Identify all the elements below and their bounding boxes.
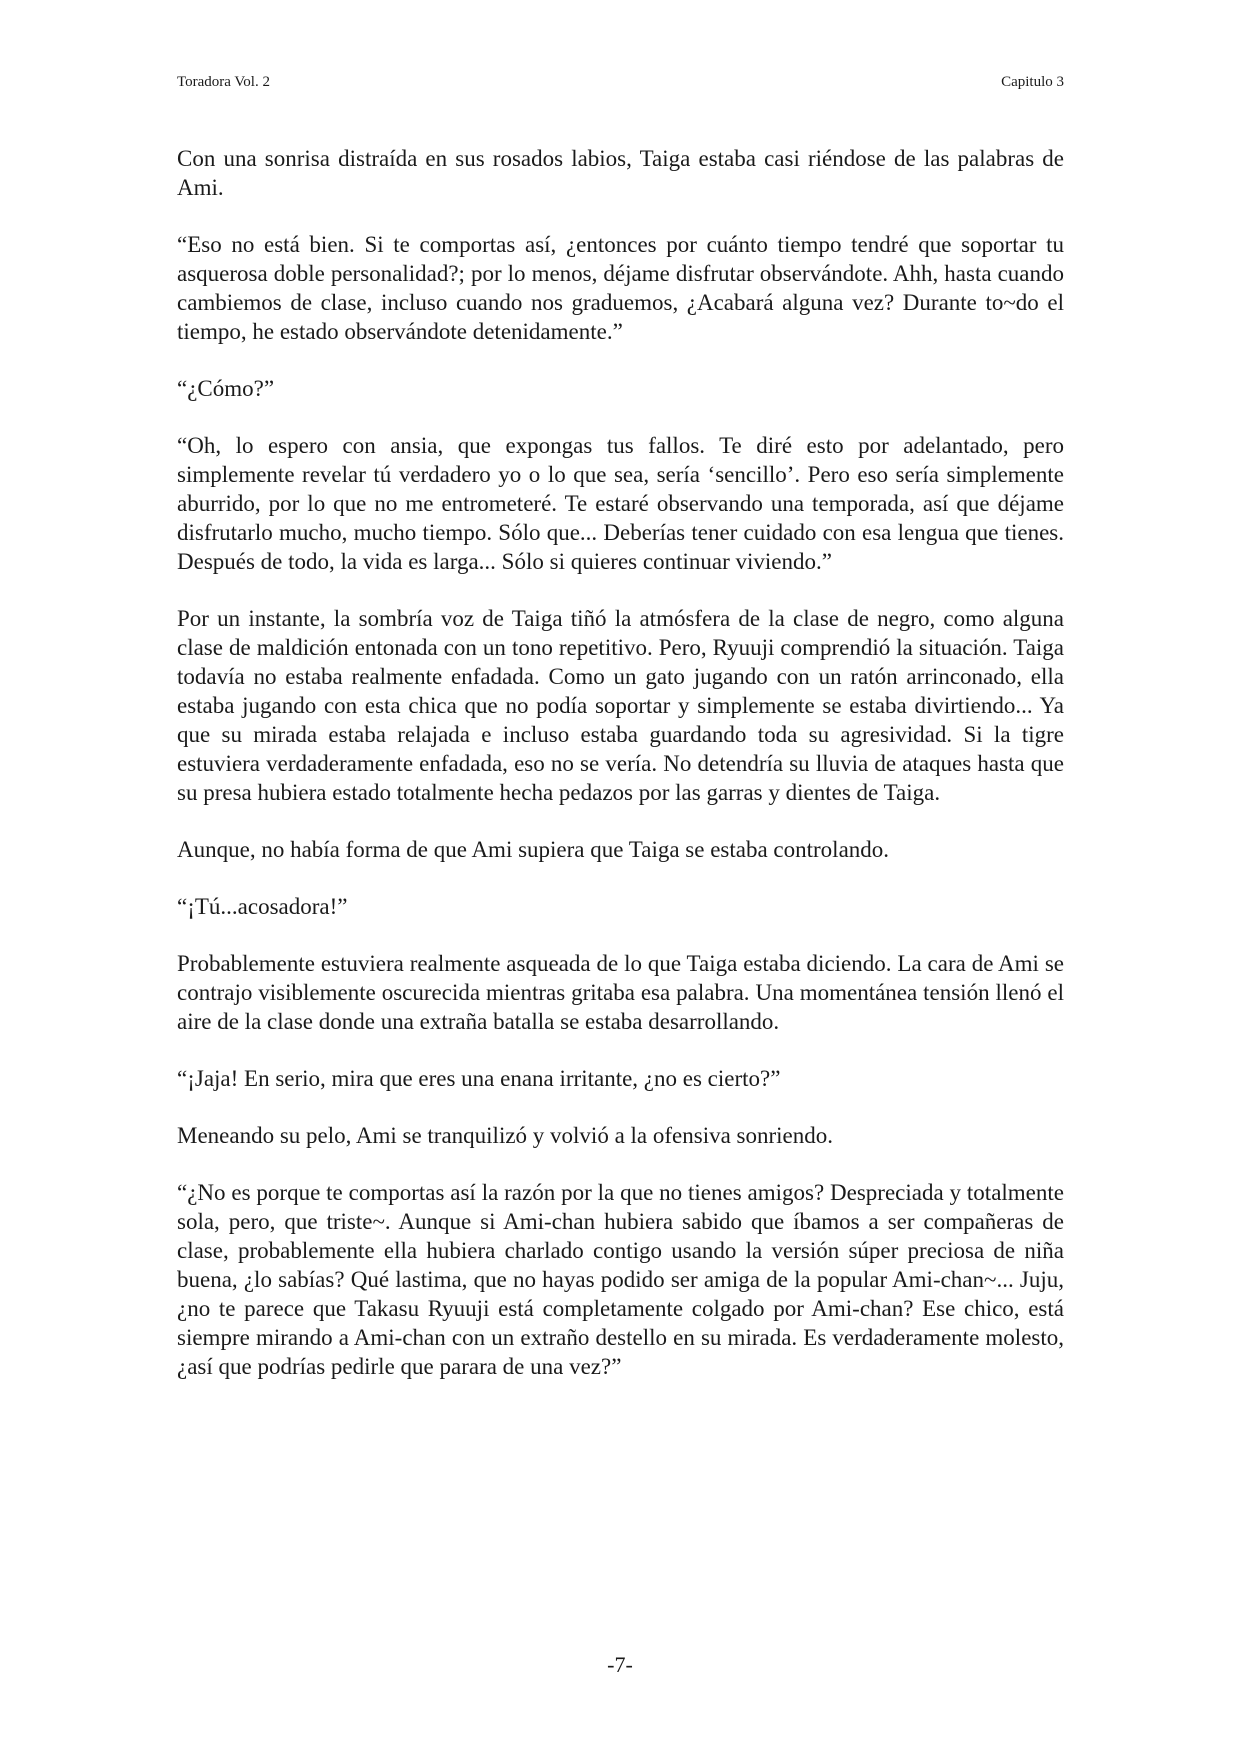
paragraph: “¡Jaja! En serio, mira que eres una enana irritante, ¿no es cierto?”	[177, 1066, 781, 1091]
paragraph: “Oh, lo espero con ansia, que expongas tus fallos. Te diré esto por adelantado, pero simplemente revelar tú verdadero yo o lo que sea, sería ‘sencillo’. Pero eso sería simplemente aburrido, por lo que no me entrometeré. Te estaré observando una temporada, así que déjame disfrutarlo mucho, mucho tiempo. Sólo que... Deberías tener cuidado con esa lengua que tienes. Después de todo, la vida es larga... Sólo si quieres continuar viviendo.”	[177, 433, 1064, 574]
page-header	[177, 74, 1064, 91]
paragraph: Probablemente estuviera realmente asqueada de lo que Taiga estaba diciendo. La cara de Ami se contrajo visiblemente oscurecida mientras gritaba esa palabra. Una momentánea tensión llenó el aire de la clase donde una extraña batalla se estaba desarrollando.	[177, 951, 1064, 1034]
paragraph: Con una sonrisa distraída en sus rosados labios, Taiga estaba casi riéndose de las palabras de Ami.	[177, 146, 1064, 200]
paragraph: Aunque, no había forma de que Ami supiera que Taiga se estaba controlando.	[177, 837, 890, 862]
paragraph: “¿No es porque te comportas así la razón por la que no tienes amigos? Despreciada y totalmente sola, pero, que triste~. Aunque si Ami-chan hubiera sabido que íbamos a ser compañeras de clase, probablemente ella hubiera charlado contigo usando la versión súper preciosa de niña buena, ¿lo sabías? Qué lastima, que no hayas podido ser amiga de la popular Ami-chan~... Juju, ¿no te parece que Takasu Ryuuji está completamente colgado por Ami-chan? Ese chico, está siempre mirando a Ami-chan con un extraño destello en su mirada. Es verdaderamente molesto, ¿así que podrías pedirle que parara de una vez?”	[177, 1180, 1064, 1379]
paragraph: Por un instante, la sombría voz de Taiga tiñó la atmósfera de la clase de negro, como alguna clase de maldición entonada con un tono repetitivo. Pero, Ryuuji comprendió la situación. Taiga todavía no estaba realmente enfadada. Como un gato jugando con un ratón arrinconado, ella estaba jugando con esta chica que no podía soportar y simplemente se estaba divirtiendo... Ya que su mirada estaba relajada e incluso estaba guardando toda su agresividad. Si la tigre estuviera verdaderamente enfadada, eso no se vería. No detendría su lluvia de ataques hasta que su presa hubiera estado totalmente hecha pedazos por las garras y dientes de Taiga.	[177, 606, 1064, 805]
header-book-title: Toradora Vol. 2	[177, 74, 270, 90]
paragraph: Meneando su pelo, Ami se tranquilizó y volvió a la ofensiva sonriendo.	[177, 1123, 834, 1148]
body-text	[177, 144, 1064, 1409]
page-number: -7-	[607, 1652, 633, 1677]
paragraph: “¡Tú...acosadora!”	[177, 894, 348, 919]
paragraph: “Eso no está bien. Si te comportas así, ¿entonces por cuánto tiempo tendré que soportar tu asquerosa doble personalidad?; por lo menos, déjame disfrutar observándote. Ahh, hasta cuando cambiemos de clase, incluso cuando nos graduemos, ¿Acabará alguna vez? Durante to~do el tiempo, he estado observándote detenidamente.”	[177, 232, 1064, 344]
header-chapter: Capitulo 3	[1001, 74, 1064, 90]
paragraph: “¿Cómo?”	[177, 376, 275, 401]
